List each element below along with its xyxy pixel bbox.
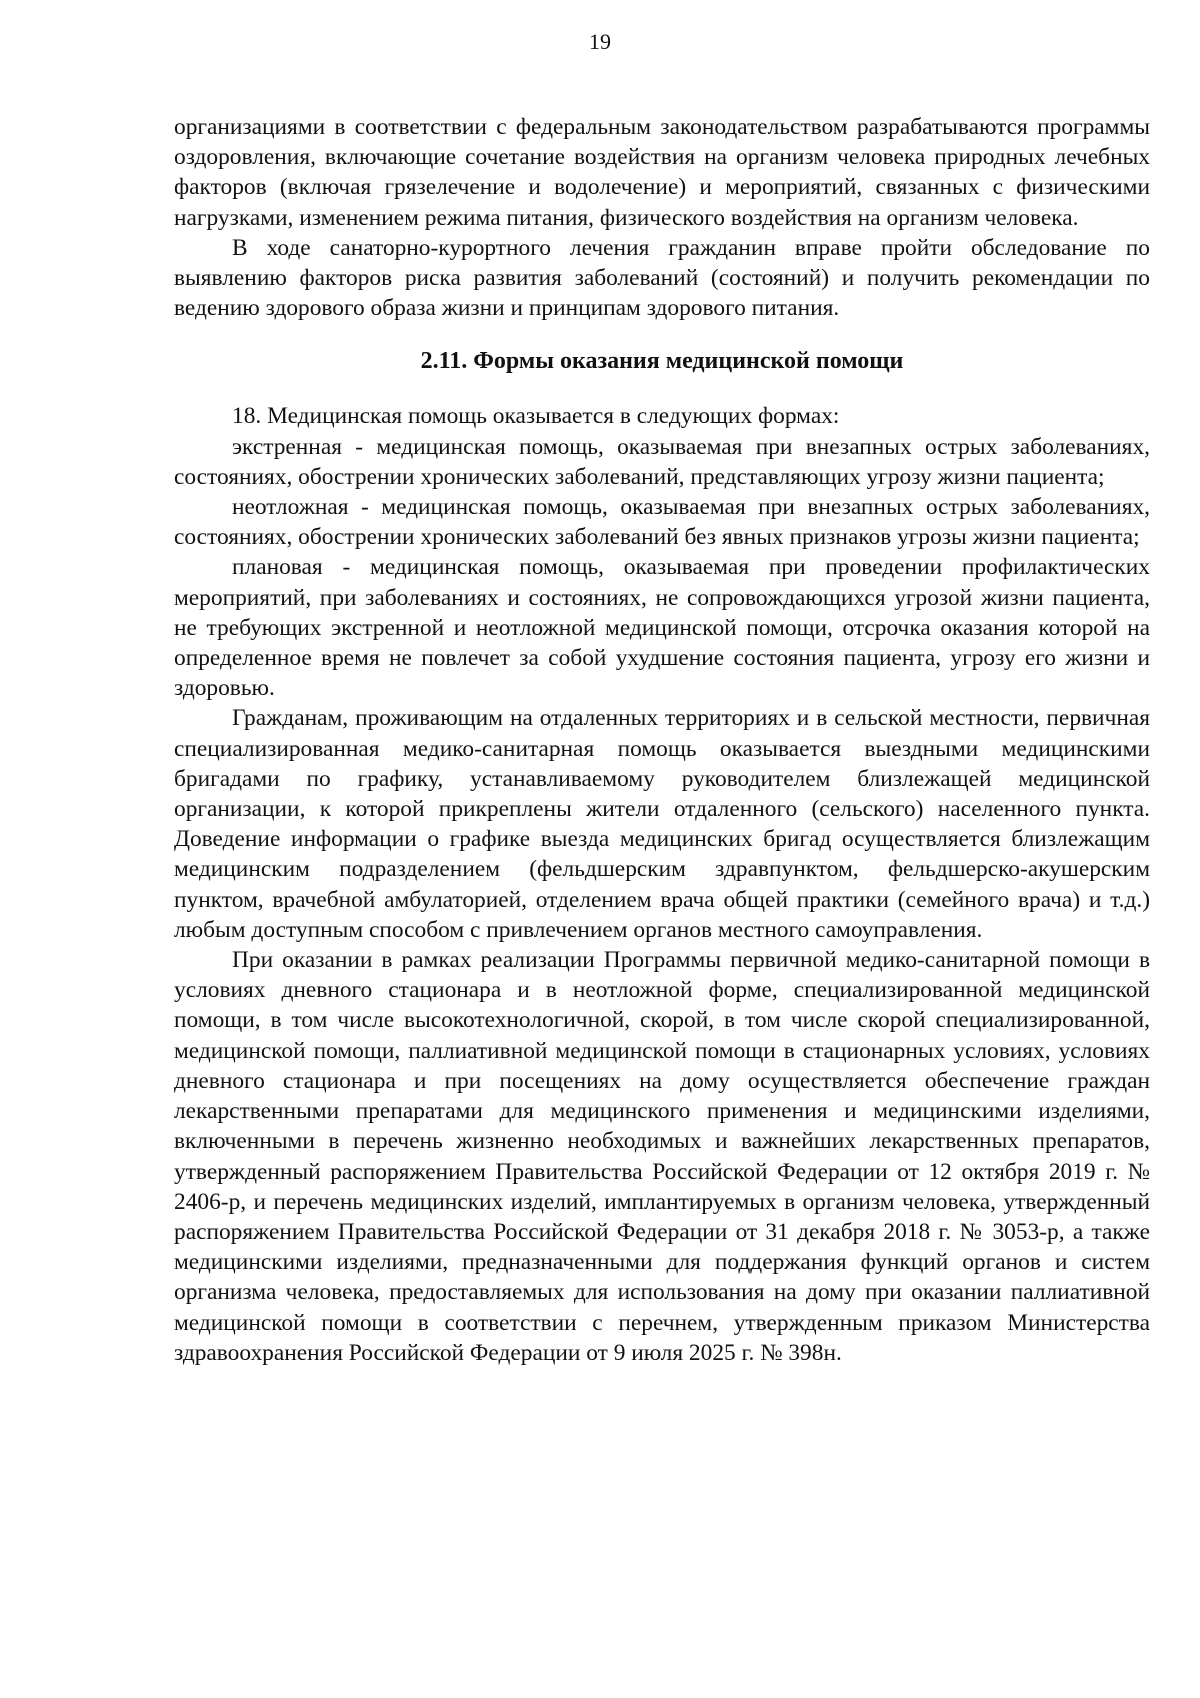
paragraph: Гражданам, проживающим на отдаленных территориях и в сельской местности, первичная специализированная медико-санитарная помощь оказывается выездными медицинскими бригадами по графику, устанавливаемому руководителем близлежащей медицинской организации, к которой прикреплены жители отдаленного (сельского) населенного пункта. Доведение информации о графике выезда медицинских бригад осуществляется близлежащим медицинским подразделением (фельдшерским здравпунктом, фельдшерско-акушерским пунктом, врачебной амбулаторией, отделением врача общей практики (семейного врача) и т.д.) любым доступным способом с привлечением органов местного самоуправления. bbox=[174, 705, 1150, 943]
paragraph: организациями в соответствии с федеральным законодательством разрабатываются программы оздоровления, включающие сочетание воздействия на организм человека природных лечебных факторов (включая грязелечение и водолечение) и мероприятий, связанных с физическими нагрузками, изменением режима питания, физического воздействия на организм человека. bbox=[174, 114, 1150, 231]
paragraph: плановая - медицинская помощь, оказываемая при проведении профилактических мероприятий, при заболеваниях и состояниях, не сопровождающихся угрозой жизни пациента, не требующих экстренной и неотложной медицинской помощи, отсрочка оказания которой на определенное время не повлечет за собой ухудшение состояния пациента, угрозу его жизни и здоровью. bbox=[174, 554, 1150, 702]
paragraph: неотложная - медицинская помощь, оказываемая при внезапных острых заболеваниях, состояниях, обострении хронических заболеваний без явных признаков угрозы жизни пациента; bbox=[174, 494, 1150, 551]
paragraph: При оказании в рамках реализации Программы первичной медико-санитарной помощи в условиях дневного стационара и в неотложной форме, специализированной медицинской помощи, в том числе высокотехнологичной, скорой, в том числе скорой специализированной, медицинской помощи, паллиативной медицинской помощи в стационарных условиях, условиях дневного стационара и при посещениях на дому осуществляется обеспечение граждан лекарственными препаратами для медицинского применения и медицинскими изделиями, включенными в перечень жизненно необходимых и важнейших лекарственных препаратов, утвержденный распоряжением Правительства Российской Федерации от 12 октября 2019 г. № 2406-р, и перечень медицинских изделий, имплантируемых в организм человека, утвержденный распоряжением Правительства Российской Федерации от 31 декабря 2018 г. № 3053-р, а также медицинскими изделиями, предназначенными для поддержания функций органов и систем организма человека, предоставляемых для использования на дому при оказании паллиативной медицинской помощи в соответствии с перечнем, утвержденным приказом Министерства здравоохранения Российской Федерации от 9 июля 2025 г. № 398н. bbox=[174, 947, 1150, 1366]
paragraph: экстренная - медицинская помощь, оказываемая при внезапных острых заболеваниях, состояниях, обострении хронических заболеваний, представляющих угрозу жизни пациента; bbox=[174, 433, 1150, 490]
page-number: 19 bbox=[589, 29, 611, 54]
section-heading: 2.11. Формы оказания медицинской помощи bbox=[420, 348, 904, 375]
paragraph: 18. Медицинская помощь оказывается в следующих формах: bbox=[232, 403, 840, 430]
document-body bbox=[174, 112, 1150, 1368]
paragraph: В ходе санаторно-курортного лечения гражданин вправе пройти обследование по выявлению факторов риска развития заболеваний (состояний) и получить рекомендации по ведению здорового образа жизни и принципам здорового питания. bbox=[174, 234, 1150, 322]
